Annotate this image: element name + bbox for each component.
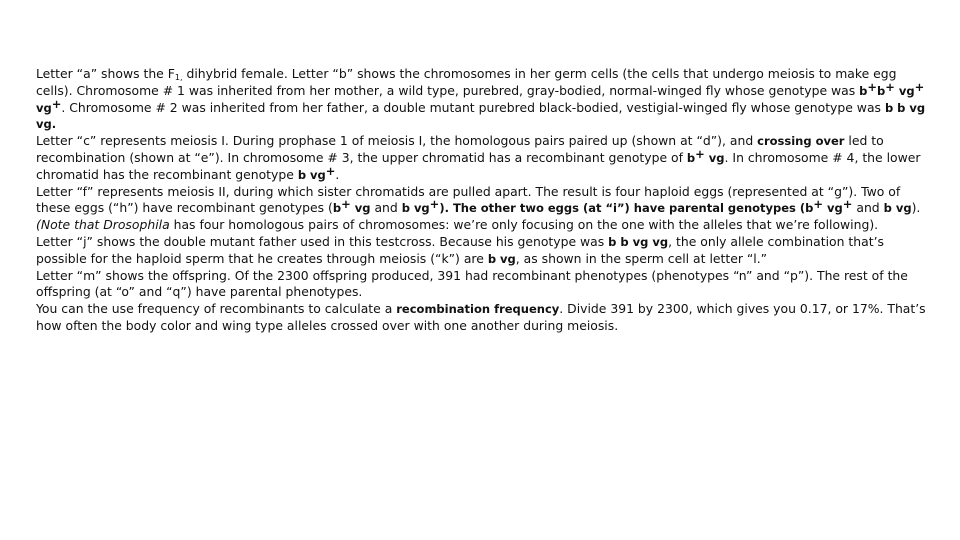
text: .	[335, 166, 340, 182]
superscript: +	[341, 197, 351, 212]
text: . Chromosome # 2 was inherited from her father, a double mutant purebred black-bodied, vestigial-winged fly whose genotype was	[61, 99, 885, 115]
note-text: (Note that	[36, 217, 104, 233]
text: ). The other two eggs (at “i”) have parental genotypes (	[439, 201, 806, 216]
genotype: b vg	[401, 201, 430, 216]
genotype: vg	[350, 201, 371, 216]
paragraph-testcross-father	[36, 234, 926, 268]
subscript: 1,	[174, 73, 183, 82]
genotype: b vg	[297, 167, 326, 182]
genotype: b b vg vg	[36, 100, 926, 132]
paragraph-offspring	[36, 268, 926, 302]
genotype: b	[332, 201, 342, 216]
superscript: +	[914, 79, 925, 94]
text: You can the use frequency of recombinants to calculate a	[36, 301, 397, 317]
paragraph-female-dihybrid	[36, 66, 926, 133]
superscript: +	[885, 79, 895, 94]
text: . Divide 391 by 2300, which gives you 0.17, or 17%. That’s how often the body color and wing type alleles crossed over with one another during meiosis.	[36, 301, 926, 333]
text: .	[51, 117, 57, 132]
text: Letter “c” represents meiosis I. During prophase 1 of meiosis I, the homologous pairs paired up (shown at “d”), and	[36, 133, 758, 149]
key-term: recombination frequency	[396, 302, 560, 317]
species-name: Drosophila	[103, 217, 170, 233]
text: and	[370, 200, 402, 216]
genotype: b vg	[883, 201, 912, 216]
text: . In chromosome # 4, the lower chromatid has the recombinant genotype	[36, 149, 921, 182]
genotype: vg	[823, 201, 843, 216]
text: and	[852, 200, 884, 216]
paragraph-meiosis-one	[36, 133, 926, 183]
text: Letter “f” represents meiosis II, during which sister chromatids are pulled apart. The result is four haploid eggs (represented at “g”). Two of these eggs (“h”) have recombinant genotypes (	[36, 183, 901, 216]
superscript: +	[842, 197, 853, 212]
text: , as shown in the sperm cell at letter “l.”	[515, 250, 768, 266]
genotype: b	[877, 83, 886, 98]
text: dihybrid female. Letter “b” shows the chromosomes in her germ cells (the cells that undergo meiosis to make egg cells). Chromosome # 1 was inherited from her mother, a wild type, purebred, gray-bodied, normal-winged fly whose genotype was	[36, 66, 897, 98]
paragraph-meiosis-two	[36, 184, 926, 234]
superscript: +	[867, 79, 877, 94]
text: led to recombination (shown at “e”). In chromosome # 3, the upper chromatid has a recombinant genotype of	[36, 133, 884, 165]
genotype: vg	[36, 100, 52, 115]
genotype: b b vg vg	[608, 234, 669, 249]
text: ).	[911, 200, 921, 216]
paragraph-recombination-frequency	[36, 301, 926, 335]
genotype: b	[805, 201, 814, 216]
text: , the only allele combination that’s possible for the haploid sperm that he creates through meiosis (“k”) are	[36, 233, 884, 266]
genotype: vg	[704, 150, 725, 165]
genotype: vg	[894, 83, 915, 98]
text-block	[36, 66, 926, 335]
genotype: b	[859, 83, 868, 98]
superscript: +	[325, 163, 336, 178]
text: Letter “m” shows the offspring. Of the 2300 offspring produced, 391 had recombinant phenotypes (phenotypes “n” and “p”). The rest of the offspring (at “o” and “q”) have parental phenotypes.	[36, 267, 908, 300]
superscript: +	[695, 146, 705, 161]
genotype: b vg	[487, 251, 516, 266]
superscript: +	[429, 197, 440, 212]
superscript: +	[813, 197, 824, 212]
key-term: crossing over	[757, 134, 845, 149]
text: Letter “a” shows the F	[36, 66, 175, 81]
superscript: +	[51, 96, 62, 111]
text: has four homologous pairs of chromosomes: we’re only focusing on the one with the alleles that we’re following).	[169, 217, 879, 233]
text: Letter “j” shows the double mutant father used in this testcross. Because his genotype was	[36, 233, 609, 249]
genotype: b	[686, 150, 696, 165]
